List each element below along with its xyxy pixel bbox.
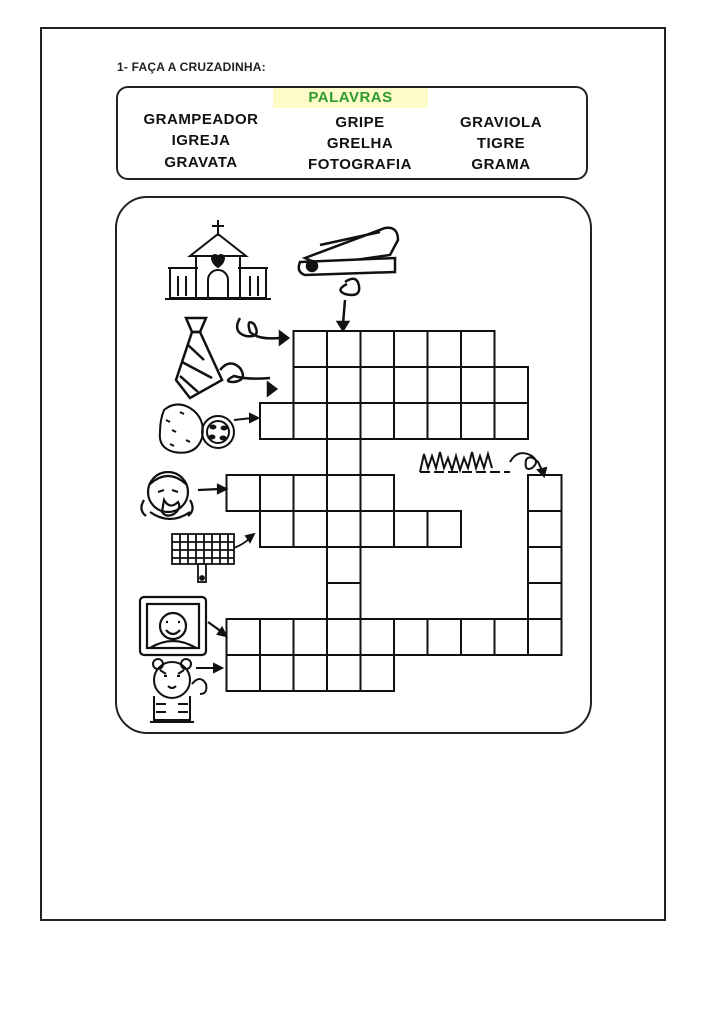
crossword-cell[interactable] [394, 367, 428, 403]
crossword-cell[interactable] [260, 511, 294, 547]
word-bank-word: TIGRE [476, 135, 526, 152]
crossword-cell[interactable] [260, 403, 294, 439]
crossword-cell[interactable] [428, 619, 462, 655]
crossword-cell[interactable] [294, 619, 328, 655]
crossword-cell[interactable] [361, 403, 395, 439]
crossword-cell[interactable] [327, 403, 361, 439]
crossword-cell[interactable] [327, 511, 361, 547]
crossword-cell[interactable] [260, 475, 294, 511]
crossword-cell[interactable] [461, 331, 495, 367]
crossword-cell[interactable] [495, 619, 529, 655]
crossword-cell[interactable] [394, 511, 428, 547]
crossword-cell[interactable] [495, 367, 529, 403]
crossword-cell[interactable] [327, 475, 361, 511]
crossword-cell[interactable] [327, 655, 361, 691]
church-icon [165, 220, 271, 299]
crossword-cell[interactable] [528, 619, 562, 655]
word-bank-word: FOTOGRAFIA [308, 156, 412, 173]
crossword-cell[interactable] [428, 403, 462, 439]
crossword-cell[interactable] [227, 655, 261, 691]
word-bank-word: GRAMPEADOR [143, 111, 259, 128]
crossword-cell[interactable] [327, 331, 361, 367]
crossword-cell[interactable] [361, 619, 395, 655]
sick-person-icon [141, 472, 226, 519]
crossword-cell[interactable] [394, 331, 428, 367]
crossword-cell[interactable] [528, 547, 562, 583]
crossword-cell[interactable] [294, 655, 328, 691]
crossword-cell[interactable] [227, 475, 261, 511]
crossword-cell[interactable] [428, 511, 462, 547]
photo-icon [140, 597, 226, 655]
crossword-cell[interactable] [394, 403, 428, 439]
word-bank-word: GRIPE [335, 114, 385, 131]
crossword-grid [227, 331, 562, 691]
crossword-cell[interactable] [528, 475, 562, 511]
crossword-cell[interactable] [428, 367, 462, 403]
stapler-icon [299, 228, 398, 330]
crossword-cell[interactable] [327, 439, 361, 475]
crossword-cell[interactable] [294, 367, 328, 403]
crossword-cell[interactable] [294, 511, 328, 547]
word-bank-word: GRAMA [471, 156, 531, 173]
crossword-cell[interactable] [394, 619, 428, 655]
crossword-cell[interactable] [327, 547, 361, 583]
crossword-cell[interactable] [294, 475, 328, 511]
crossword-cell[interactable] [461, 367, 495, 403]
word-bank-word: GRELHA [326, 135, 394, 152]
crossword-cell[interactable] [361, 475, 395, 511]
crossword-cell[interactable] [227, 619, 261, 655]
crossword-cell[interactable] [528, 511, 562, 547]
crossword-cell[interactable] [327, 583, 361, 619]
word-bank-word: GRAVIOLA [459, 114, 543, 131]
crossword-cell[interactable] [528, 583, 562, 619]
crossword-cell[interactable] [361, 511, 395, 547]
crossword-cell[interactable] [361, 367, 395, 403]
crossword-cell[interactable] [461, 403, 495, 439]
crossword-cell[interactable] [361, 331, 395, 367]
crossword-cell[interactable] [327, 367, 361, 403]
word-bank-title: PALAVRAS [273, 88, 428, 108]
crossword-cell[interactable] [428, 331, 462, 367]
crossword-cell[interactable] [260, 619, 294, 655]
crossword-cell[interactable] [327, 619, 361, 655]
soursop-icon [160, 404, 258, 452]
crossword-cell[interactable] [294, 403, 328, 439]
crossword-cell[interactable] [461, 619, 495, 655]
word-bank-word: GRAVATA [164, 154, 238, 171]
word-bank-word: IGREJA [171, 132, 231, 149]
tiger-icon [150, 659, 222, 722]
grill-icon [172, 534, 254, 582]
crossword-cell[interactable] [495, 403, 529, 439]
instruction-text: 1- FAÇA A CRUZADINHA: [117, 60, 266, 74]
crossword-cell[interactable] [361, 655, 395, 691]
tie-icon [176, 318, 288, 398]
grass-icon [420, 452, 546, 476]
crossword-cell[interactable] [260, 655, 294, 691]
crossword-cell[interactable] [294, 331, 328, 367]
